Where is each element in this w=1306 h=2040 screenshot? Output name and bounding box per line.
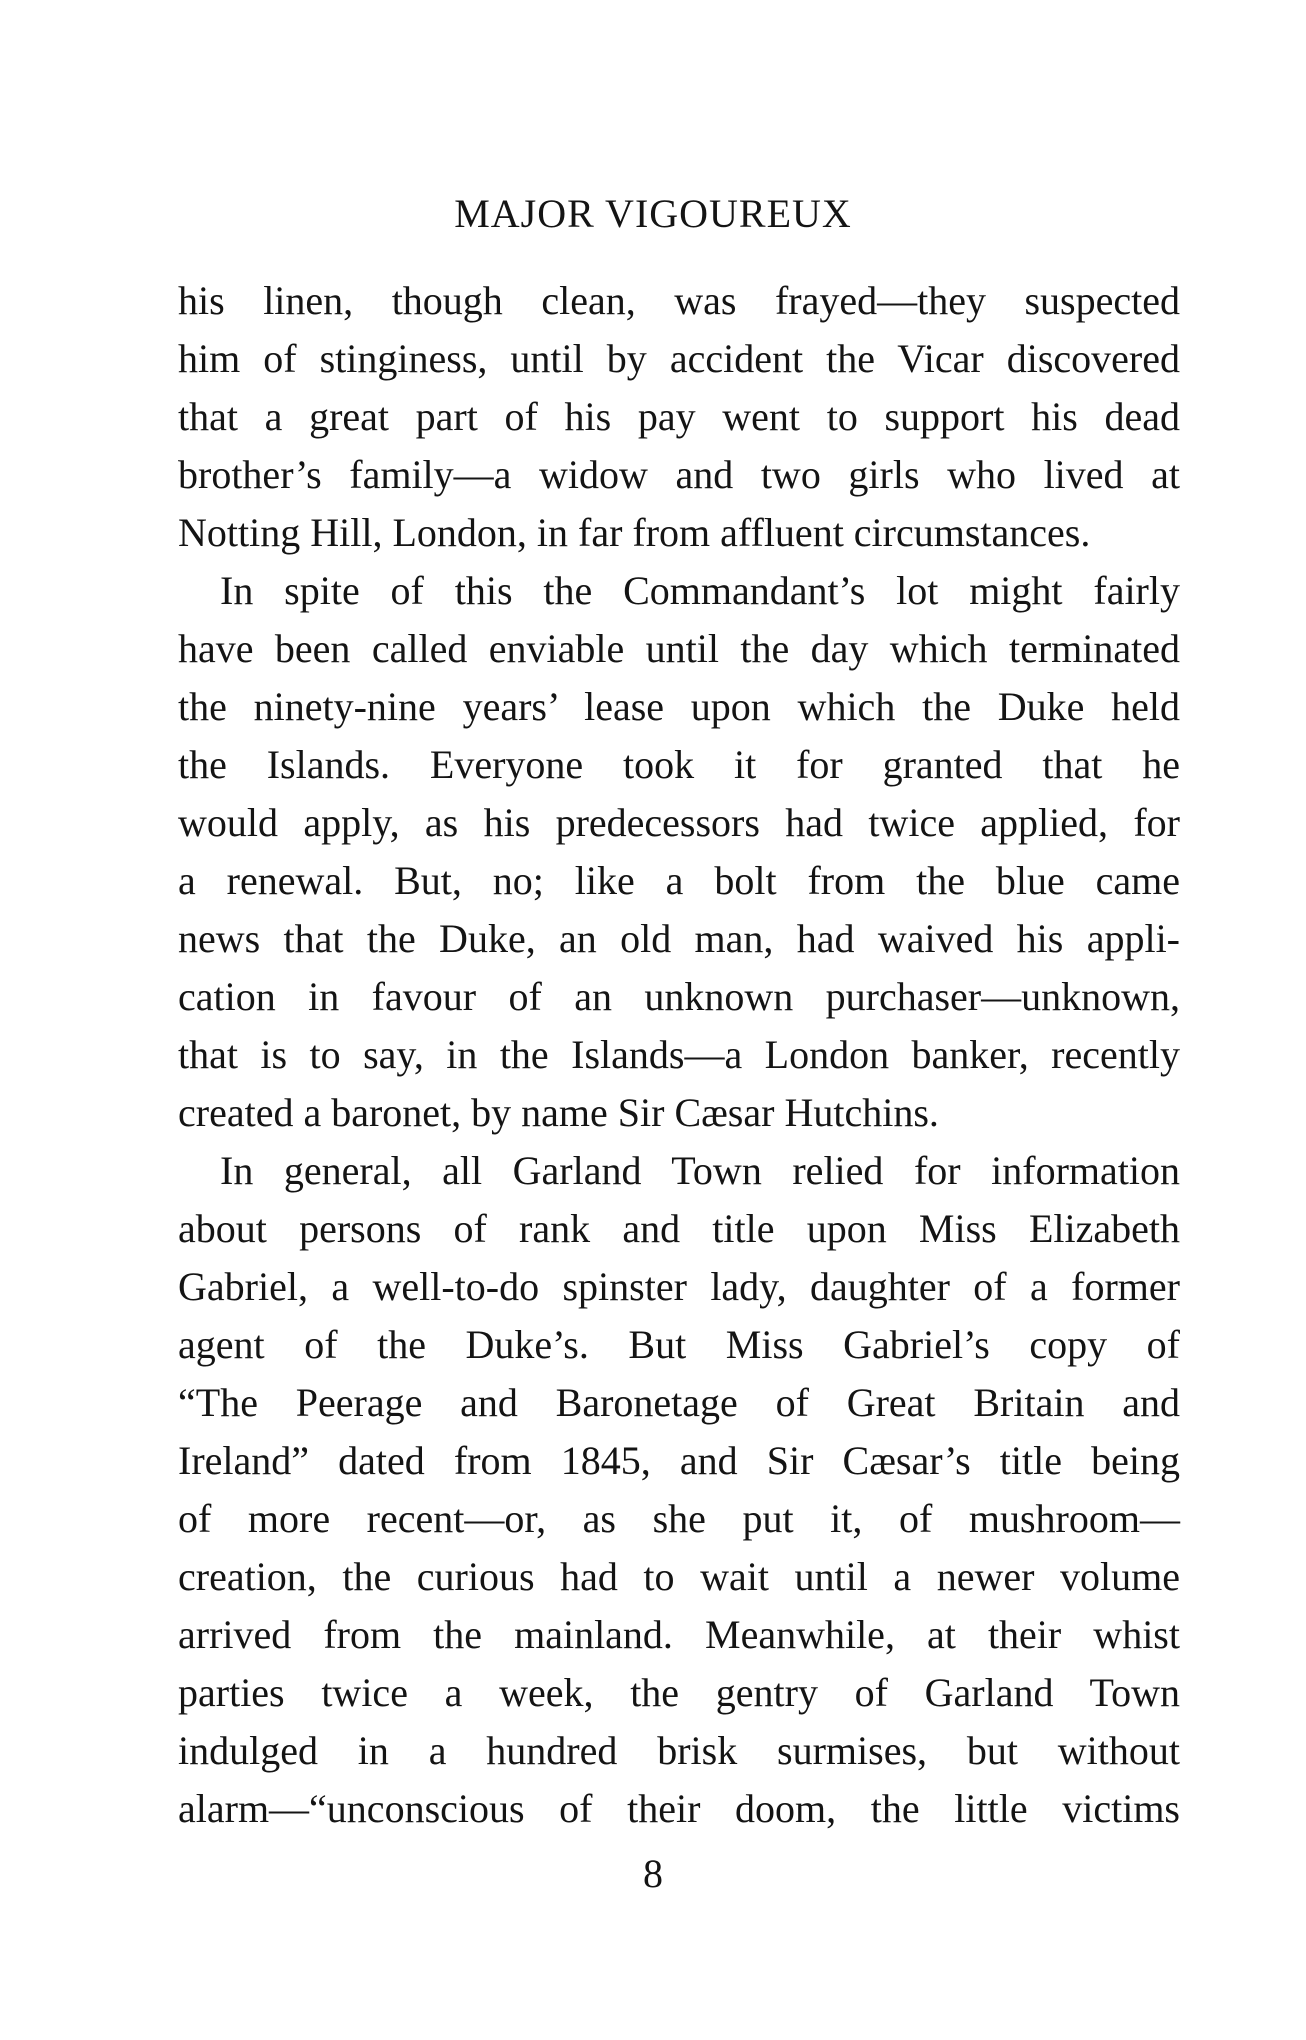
text-line: brother’s family—a widow and two girls who lived at	[178, 452, 1180, 497]
text-line: have been called enviable until the day which terminated	[178, 626, 1180, 671]
paragraph-first-line: In general, all Garland Town relied for information	[220, 1148, 1180, 1193]
text-line: his linen, though clean, was frayed—they suspected	[178, 278, 1180, 323]
text-line: about persons of rank and title upon Miss Elizabeth	[178, 1206, 1180, 1251]
text-line: parties twice a week, the gentry of Garland Town	[178, 1670, 1180, 1715]
text-line: the ninety-nine years’ lease upon which the Duke held	[178, 684, 1180, 729]
text-line: him of stinginess, until by accident the Vicar discovered	[178, 336, 1180, 381]
text-line: alarm—“unconscious of their doom, the little victims	[178, 1786, 1180, 1831]
text-line: Notting Hill, London, in far from affluent circumstances.	[178, 510, 1091, 555]
text-line: Gabriel, a well-to-do spinster lady, daughter of a former	[178, 1264, 1180, 1309]
text-line: agent of the Duke’s. But Miss Gabriel’s copy of	[178, 1322, 1180, 1367]
body-text	[178, 272, 1180, 1838]
text-line: arrived from the mainland. Meanwhile, at their whist	[178, 1612, 1180, 1657]
text-line: would apply, as his predecessors had twice applied, for	[178, 800, 1180, 845]
text-line: cation in favour of an unknown purchaser—unknown,	[178, 974, 1180, 1019]
text-line: that a great part of his pay went to support his dead	[178, 394, 1180, 439]
text-line: that is to say, in the Islands—a London banker, recently	[178, 1032, 1180, 1077]
page-number: 8	[643, 1851, 663, 1896]
paragraph-first-line: In spite of this the Commandant’s lot might fairly	[220, 568, 1180, 613]
text-line: the Islands. Everyone took it for granted that he	[178, 742, 1180, 787]
text-line: news that the Duke, an old man, had waived his appli-	[178, 916, 1180, 961]
text-line: Ireland” dated from 1845, and Sir Cæsar’s title being	[178, 1438, 1180, 1483]
running-head: MAJOR VIGOUREUX	[454, 191, 852, 236]
text-line: indulged in a hundred brisk surmises, but without	[178, 1728, 1180, 1773]
text-line: a renewal. But, no; like a bolt from the blue came	[178, 858, 1180, 903]
text-line: “The Peerage and Baronetage of Great Britain and	[178, 1380, 1180, 1425]
text-line: of more recent—or, as she put it, of mushroom—	[178, 1496, 1180, 1541]
text-line: creation, the curious had to wait until a newer volume	[178, 1554, 1180, 1599]
text-line: created a baronet, by name Sir Cæsar Hutchins.	[178, 1090, 939, 1135]
